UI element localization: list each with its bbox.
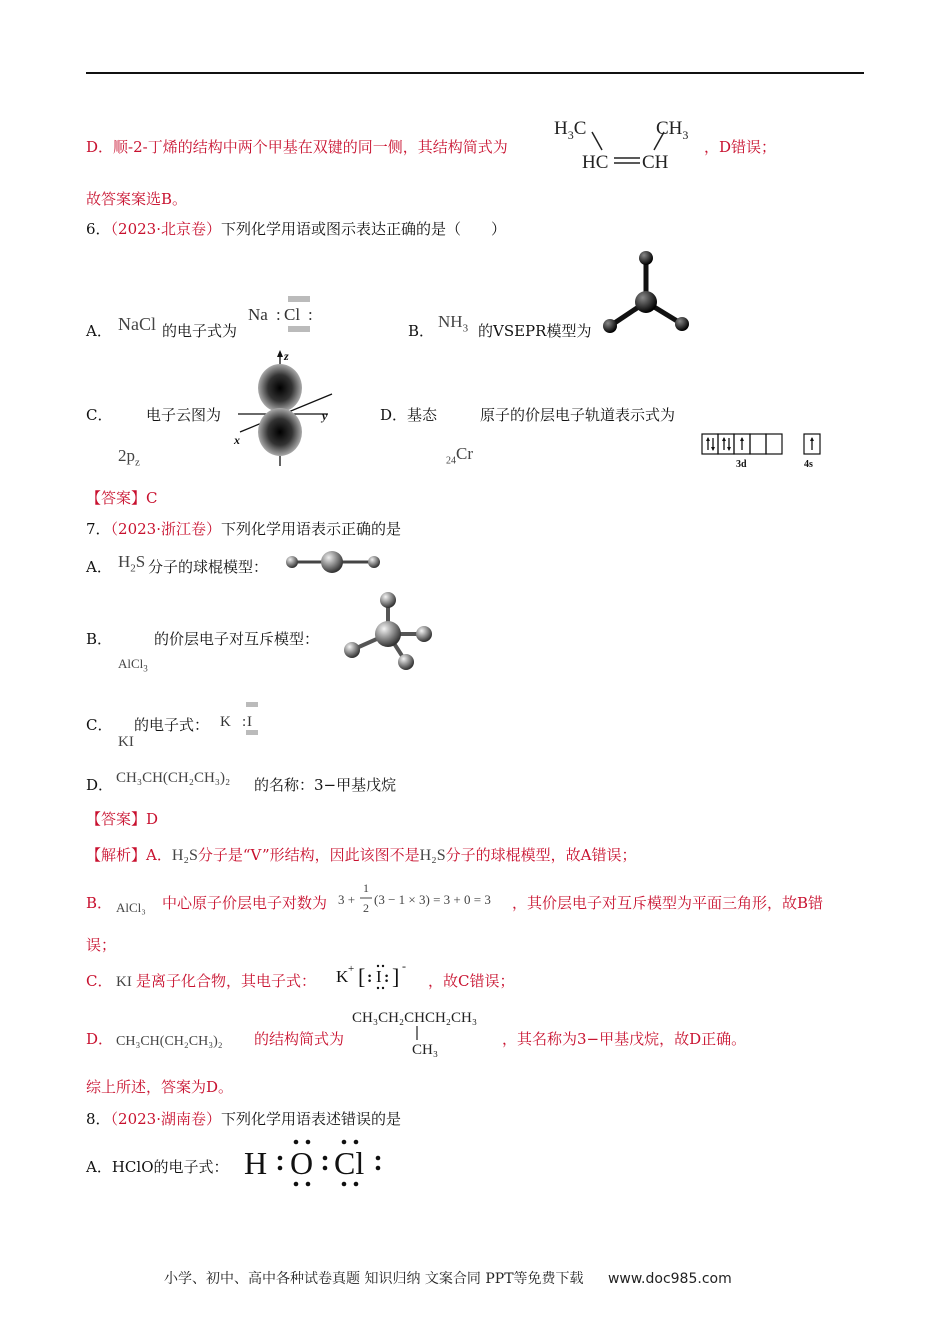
q7-option-a-formula: $H_2S$ [118, 552, 146, 575]
q7-option-b-text: 的价层电子对互斥模型： [154, 630, 320, 648]
svg-text:I: I [376, 967, 382, 986]
svg-text:K: K [336, 967, 349, 986]
svg-text:Cl: Cl [334, 1145, 365, 1181]
svg-text:+: + [348, 963, 355, 975]
q6-option-d-label: D．基态 [380, 406, 438, 424]
q7-option-b-label: B． [86, 630, 113, 648]
svg-text:x: x [234, 433, 240, 447]
q7-option-d-label: D． [86, 776, 114, 794]
q7-answer: 【答案】D [86, 810, 159, 828]
hclo-electron-formula [240, 1134, 390, 1192]
q6-option-c-formula: $2p_z$ [118, 446, 140, 469]
q7-option-b-formula: AlCl$_3$ [118, 656, 148, 674]
q7-option-c-text: 的电子式： [134, 716, 210, 734]
header-rule [86, 72, 864, 74]
q6-answer: 【答案】C [86, 489, 158, 507]
svg-text:H: H [244, 1145, 268, 1181]
q6-option-d-formula: $_{24}$Cr [446, 444, 473, 467]
q7-analysis-c-label: C． [86, 972, 113, 990]
svg-text:O: O [290, 1145, 314, 1181]
q7-analysis-b-label: B． [86, 894, 113, 912]
ki-ionic-electron-formula [334, 958, 430, 994]
q7-analysis-b-text1: 中心原子价层电子对数为 [162, 894, 328, 912]
q7-analysis-d-label: D． [86, 1030, 114, 1048]
alcl3-vsepr-model [336, 588, 440, 674]
q7-option-a-label: A． [86, 558, 112, 576]
nh3-vsepr-model [598, 248, 698, 338]
prev-option-d: D．顺-2-丁烯的结构中两个甲基在双键的同一侧，其结构简式为 [86, 138, 508, 156]
svg-text:z: z [284, 349, 289, 363]
q7-analysis-b-text3: 误； [86, 936, 117, 954]
q6-option-c-label: C． [86, 406, 113, 424]
cr-orbital-diagram [700, 432, 826, 472]
svg-text:CH₃: CH₃ [412, 1042, 439, 1058]
valence-pair-equation [338, 878, 518, 920]
q6-option-b-label: B． [408, 322, 435, 340]
svg-text:-: - [402, 959, 406, 973]
svg-text:K: K [220, 714, 231, 730]
prev-option-d-tail: ，D错误； [704, 138, 777, 156]
prev-conclusion: 故答案案选B。 [86, 190, 188, 208]
ki-electron-formula-image [218, 700, 268, 740]
svg-text:y: y [322, 409, 328, 423]
svg-text:]: ] [392, 964, 400, 989]
q7-stem: 7．（2023·浙江卷）下列化学用语表示正确的是 [86, 520, 402, 538]
svg-text:HC: HC [582, 152, 609, 173]
svg-text:Cl: Cl [284, 305, 301, 324]
svg-text:3 +: 3 + [338, 892, 356, 907]
q7-analysis-d-text1: 的结构简式为 [254, 1030, 345, 1048]
q6-option-a-text: 的电子式为 [162, 322, 238, 340]
svg-text:CH: CH [642, 152, 669, 173]
svg-text:3d: 3d [736, 459, 747, 470]
footer-site-link[interactable]: www.doc985.com [607, 1271, 732, 1287]
q6-option-d-text: 原子的价层电子轨道表示式为 [480, 406, 676, 424]
svg-text::: : [384, 969, 390, 986]
q7-analysis-c-text1: 是离子化合物，其电子式： [136, 972, 317, 990]
q7-analysis-c-tail: ，故C错误； [428, 972, 515, 990]
q6-option-a-label: A． [86, 322, 112, 340]
footer: 小学、初中、高中各种试卷真题 知识归纳 文案合同 PPT等免费下载 www.doc985.com [164, 1271, 732, 1287]
cis-2-butene-structure [548, 110, 708, 176]
svg-text:4s: 4s [804, 459, 813, 470]
q7-analysis-b-formula: AlCl₃ [116, 900, 146, 915]
q7-analysis-d-formula: CH₃CH(CH₂CH₃)₂ [116, 1034, 223, 1049]
h2s-ball-stick-model [282, 548, 386, 576]
q6-option-b-formula: $NH_3$ [438, 312, 469, 335]
svg-text:CH₃CH₂CHCH₂CH₃: CH₃CH₂CHCH₂CH₃ [352, 1010, 478, 1026]
q7-option-c-formula: KI [118, 734, 134, 750]
svg-text::: : [367, 969, 373, 986]
svg-text:[: [ [358, 964, 366, 989]
q8-stem: 8．（2023·湖南卷）下列化学用语表述错误的是 [86, 1110, 402, 1128]
q6-option-c-text: 电子云图为 [146, 406, 222, 424]
q7-analysis-a: 【解析】A．H₂S分子是“V”形结构，因此该图不是H₂S分子的球棍模型，故A错误； [86, 846, 637, 864]
svg-text::: : [242, 714, 247, 730]
3-methylpentane-structure [350, 1002, 500, 1060]
q7-analysis-b-text2: ，其价层电子对互斥模型为平面三角形，故B错 [512, 894, 824, 912]
q7-option-c-label: C． [86, 716, 113, 734]
svg-text::: : [308, 305, 313, 324]
svg-text:H3C: $H_3C$ [554, 118, 587, 142]
svg-text:CH3: $CH_3$ [656, 118, 689, 142]
q6-option-b-text: 的VSEPR模型为 [478, 322, 592, 340]
q7-option-a-text: 分子的球棍模型： [148, 558, 269, 576]
q8-option-a-label: A．HClO的电子式： [86, 1158, 229, 1176]
svg-text:Na: Na [248, 305, 268, 324]
q6-stem: 6．（2023·北京卷）下列化学用语或图示表达正确的是（ ） [86, 220, 507, 238]
q7-summary: 综上所述，答案为D。 [86, 1078, 234, 1096]
q7-analysis-c-formula: KI [116, 974, 132, 990]
svg-text::: : [276, 305, 281, 324]
q7-analysis-d-tail: ，其名称为3−甲基戊烷，故D正确。 [502, 1030, 747, 1048]
q6-option-a-formula: NaCl [118, 314, 156, 334]
2pz-electron-cloud-image [232, 348, 342, 468]
svg-text:2: 2 [363, 901, 369, 915]
q7-option-d-formula: CH₃CH(CH₂CH₃)₂ [116, 770, 231, 786]
svg-text:(3 − 1 × 3) = 3 + 0 = 3: (3 − 1 × 3) = 3 + 0 = 3 [374, 892, 491, 907]
svg-text:I: I [247, 714, 252, 730]
svg-text:1: 1 [363, 881, 369, 895]
nacl-electron-formula-image [246, 294, 326, 338]
q7-option-d-text: 的名称：3−甲基戊烷 [254, 776, 397, 794]
